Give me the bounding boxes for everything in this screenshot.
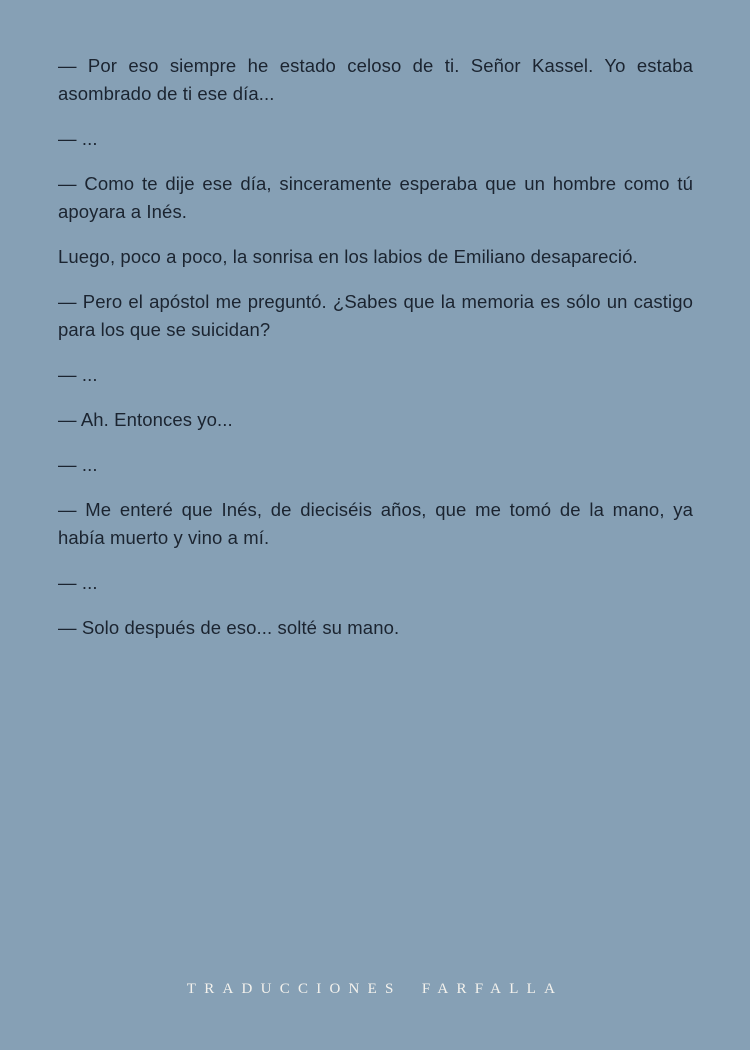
footer <box>0 980 750 1050</box>
dialogue-paragraph: — Por eso siempre he estado celoso de ti. Señor Kassel. Yo estaba asombrado de ti ese día... <box>58 55 693 104</box>
dialogue-paragraph: — ... <box>58 128 98 149</box>
dialogue-text-block <box>58 52 693 642</box>
translator-watermark: TRADUCCIONES FARFALLA <box>186 981 564 997</box>
dialogue-paragraph: — Pero el apóstol me preguntó. ¿Sabes que la memoria es sólo un castigo para los que se suicidan? <box>58 291 693 340</box>
dialogue-paragraph: — ... <box>58 572 98 593</box>
narration-paragraph: Luego, poco a poco, la sonrisa en los labios de Emiliano desapareció. <box>58 246 638 267</box>
dialogue-paragraph: — ... <box>58 364 98 385</box>
dialogue-paragraph: — Ah. Entonces yo... <box>58 409 233 430</box>
dialogue-paragraph: — ... <box>58 454 98 475</box>
dialogue-paragraph: — Como te dije ese día, sinceramente esperaba que un hombre como tú apoyara a Inés. <box>58 173 693 222</box>
dialogue-paragraph: — Me enteré que Inés, de dieciséis años, que me tomó de la mano, ya había muerto y vino a mí. <box>58 499 693 548</box>
dialogue-paragraph: — Solo después de eso... solté su mano. <box>58 617 400 638</box>
